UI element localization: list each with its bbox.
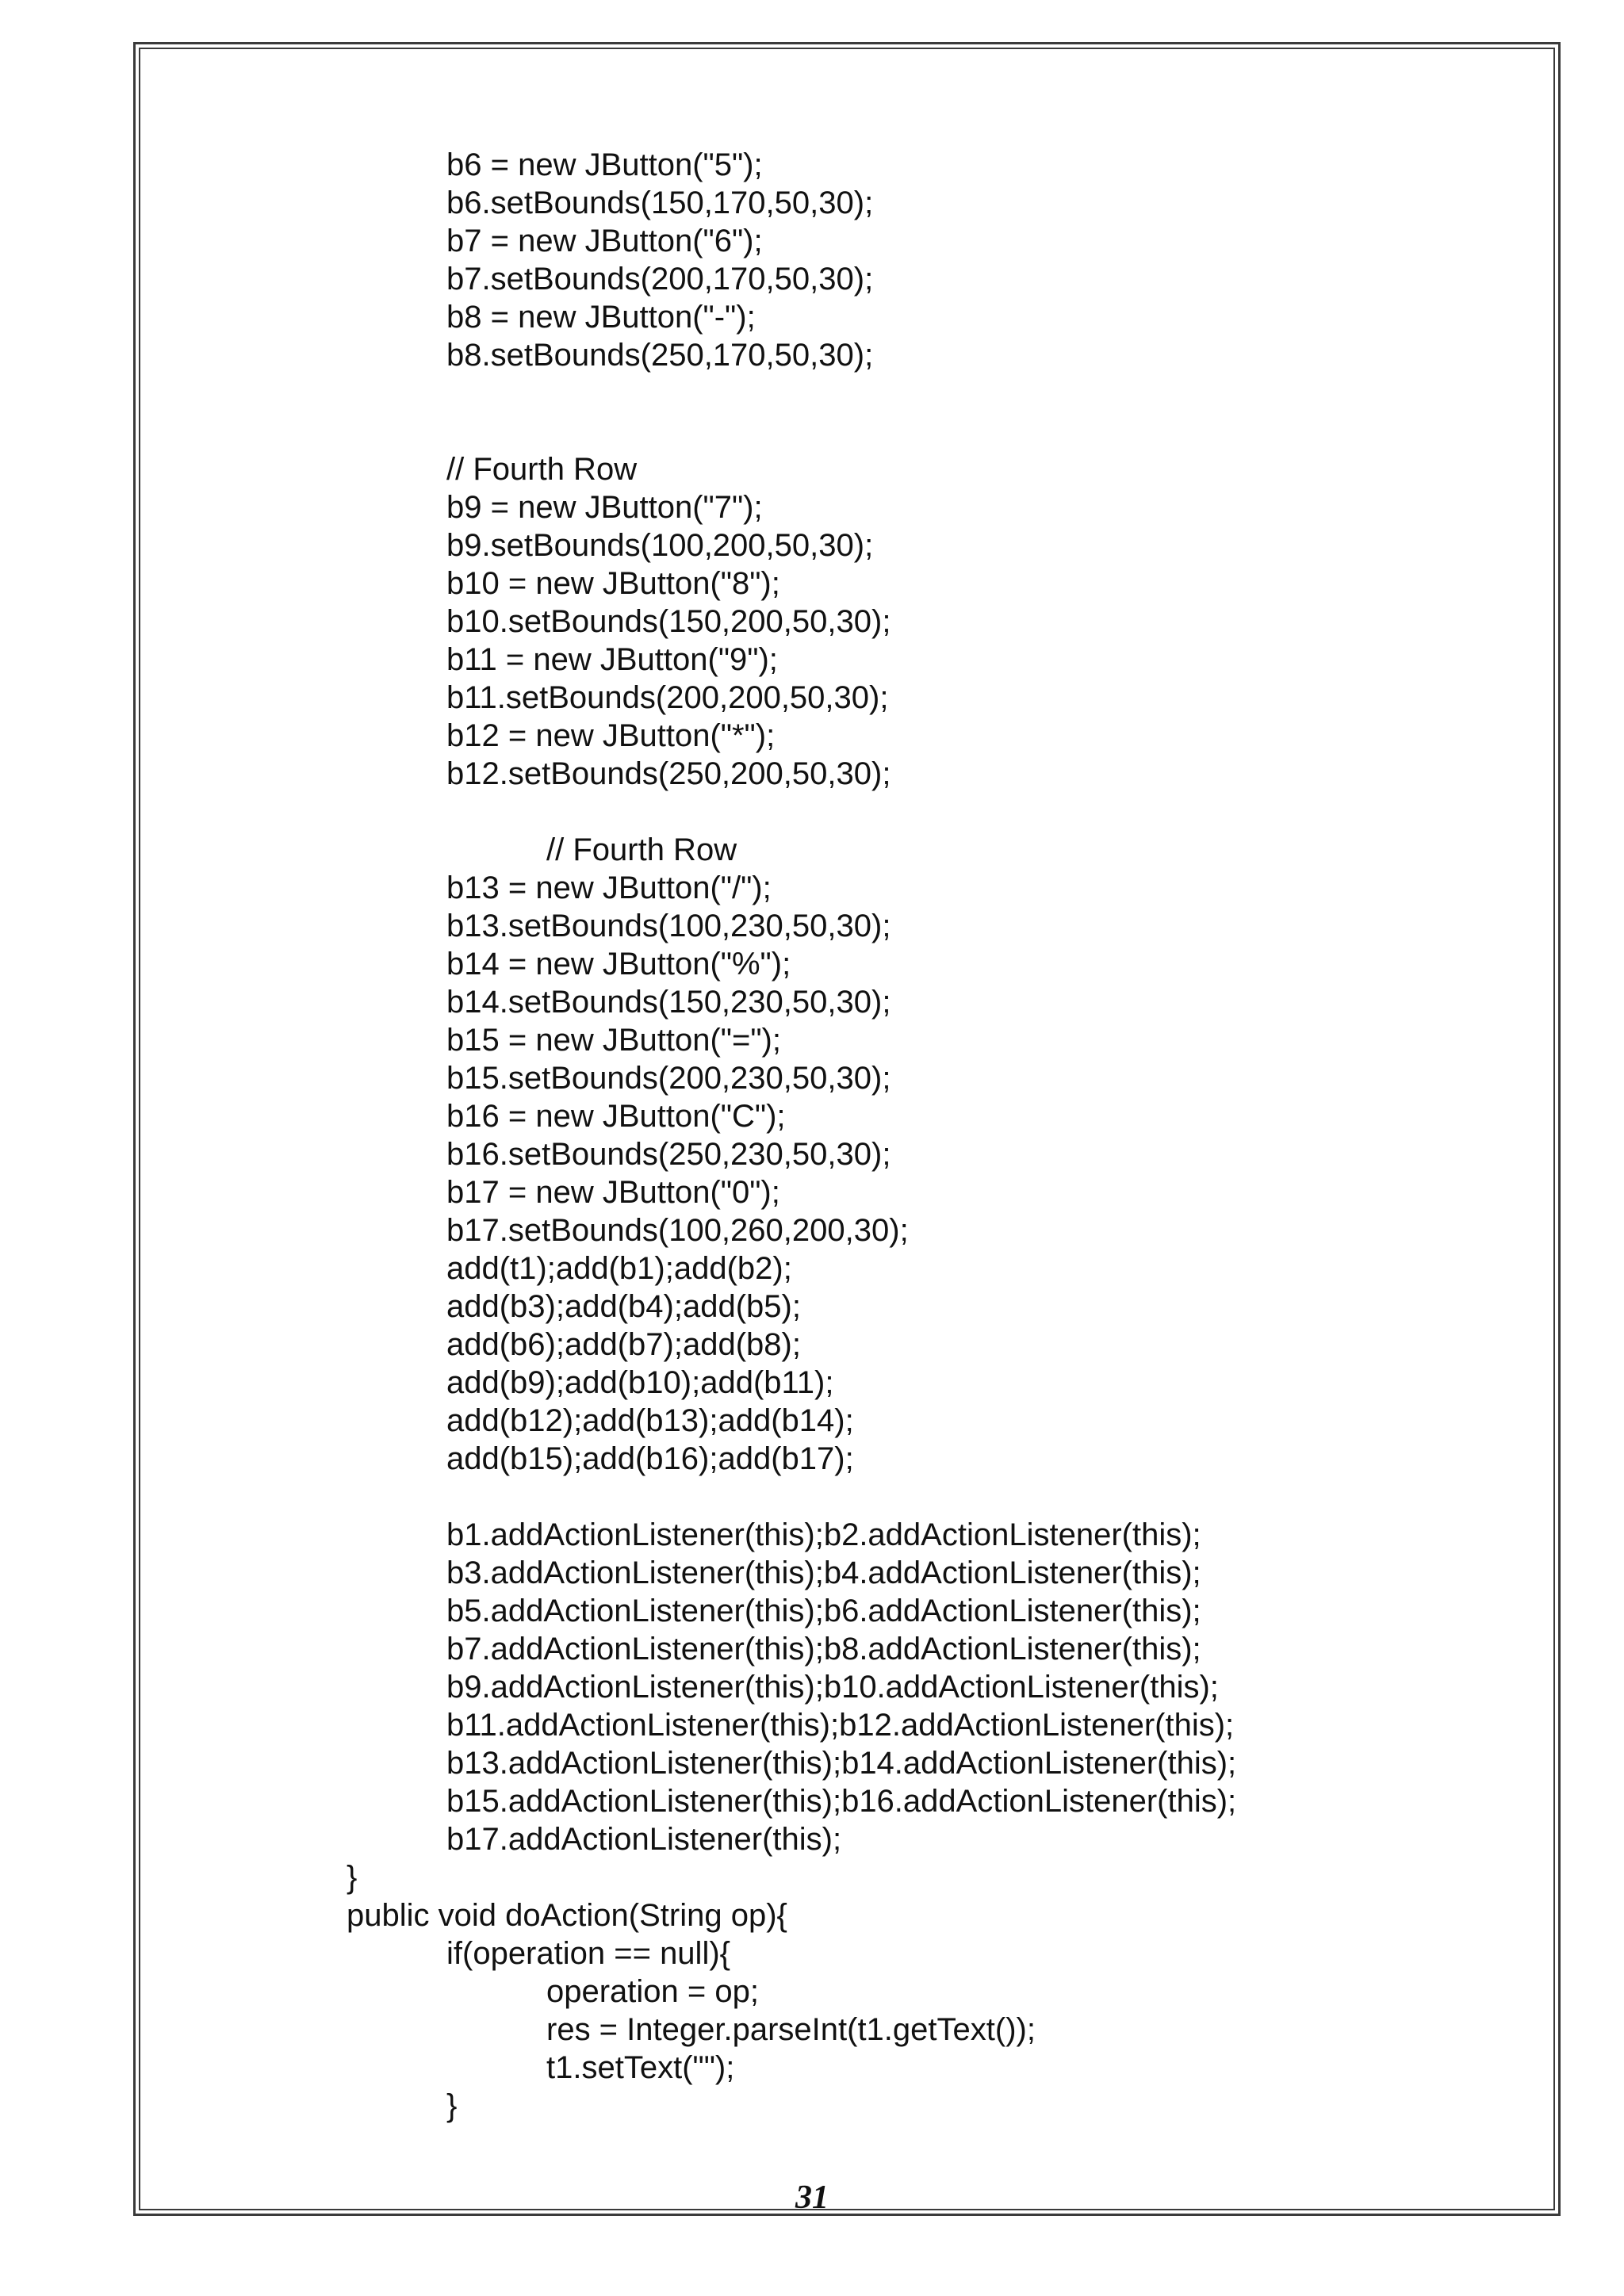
code-line: b15 = new JButton("="); — [446, 1023, 781, 1058]
code-line: b13.addActionListener(this);b14.addActionListener(this); — [446, 1746, 1237, 1781]
code-line: if(operation == null){ — [446, 1936, 731, 1971]
code-line: // Fourth Row — [446, 452, 638, 487]
code-line: add(b6);add(b7);add(b8); — [446, 1327, 801, 1362]
code-line: b14.setBounds(150,230,50,30); — [446, 985, 891, 1020]
code-line: b16 = new JButton("C"); — [446, 1099, 786, 1134]
blank-line — [347, 374, 1457, 412]
code-line: b17 = new JButton("0"); — [446, 1175, 780, 1210]
blank-line — [347, 412, 1457, 450]
code-line: b11.addActionListener(this);b12.addActionListener(this); — [446, 1708, 1235, 1743]
code-line: add(b9);add(b10);add(b11); — [446, 1365, 834, 1400]
code-line: b7.setBounds(200,170,50,30); — [446, 262, 874, 297]
code-line: public void doAction(String op){ — [347, 1898, 787, 1933]
code-line: b10.setBounds(150,200,50,30); — [446, 604, 891, 639]
code-line: b11.setBounds(200,200,50,30); — [446, 680, 889, 715]
code-line: b17.setBounds(100,260,200,30); — [446, 1213, 909, 1248]
code-line: b14 = new JButton("%"); — [446, 947, 791, 982]
blank-line — [347, 1478, 1457, 1516]
code-line: b17.addActionListener(this); — [446, 1822, 842, 1857]
code-line: b12 = new JButton("*"); — [446, 718, 776, 753]
code-line: add(b12);add(b13);add(b14); — [446, 1403, 854, 1438]
code-line: b15.setBounds(200,230,50,30); — [446, 1061, 891, 1096]
code-line: b10 = new JButton("8"); — [446, 566, 780, 601]
code-line: b16.setBounds(250,230,50,30); — [446, 1137, 891, 1172]
code-line: b7.addActionListener(this);b8.addActionListener(this); — [446, 1632, 1201, 1667]
page-number: 31 — [795, 2179, 829, 2216]
code-line: b9.setBounds(100,200,50,30); — [446, 528, 874, 563]
code-line: res = Integer.parseInt(t1.getText()); — [546, 2012, 1036, 2047]
blank-line — [347, 793, 1457, 831]
code-line: t1.setText(""); — [546, 2050, 735, 2085]
code-line: } — [347, 1860, 358, 1895]
code-line: b6.setBounds(150,170,50,30); — [446, 186, 874, 220]
code-line: b7 = new JButton("6"); — [446, 224, 763, 258]
code-line: // Fourth Row — [546, 832, 737, 867]
code-line: b12.setBounds(250,200,50,30); — [446, 756, 891, 791]
code-line: b8.setBounds(250,170,50,30); — [446, 338, 874, 373]
code-line: b5.addActionListener(this);b6.addActionListener(this); — [446, 1594, 1201, 1628]
code-line: b9.addActionListener(this);b10.addActionListener(this); — [446, 1670, 1219, 1705]
code-line: add(b3);add(b4);add(b5); — [446, 1289, 801, 1324]
code-line: add(t1);add(b1);add(b2); — [446, 1251, 792, 1286]
code-line: b3.addActionListener(this);b4.addActionListener(this); — [446, 1556, 1201, 1590]
code-line: add(b15);add(b16);add(b17); — [446, 1441, 854, 1476]
code-line: } — [446, 2088, 458, 2123]
code-line: operation = op; — [546, 1974, 759, 2009]
code-line: b1.addActionListener(this);b2.addActionListener(this); — [446, 1517, 1201, 1552]
code-listing — [347, 146, 1457, 2125]
code-line: b8 = new JButton("-"); — [446, 300, 756, 335]
code-line: b6 = new JButton("5"); — [446, 147, 763, 182]
code-line: b13.setBounds(100,230,50,30); — [446, 909, 891, 943]
code-line: b15.addActionListener(this);b16.addActionListener(this); — [446, 1784, 1237, 1819]
code-line: b13 = new JButton("/"); — [446, 871, 772, 905]
code-line: b11 = new JButton("9"); — [446, 642, 778, 677]
code-line: b9 = new JButton("7"); — [446, 490, 763, 525]
